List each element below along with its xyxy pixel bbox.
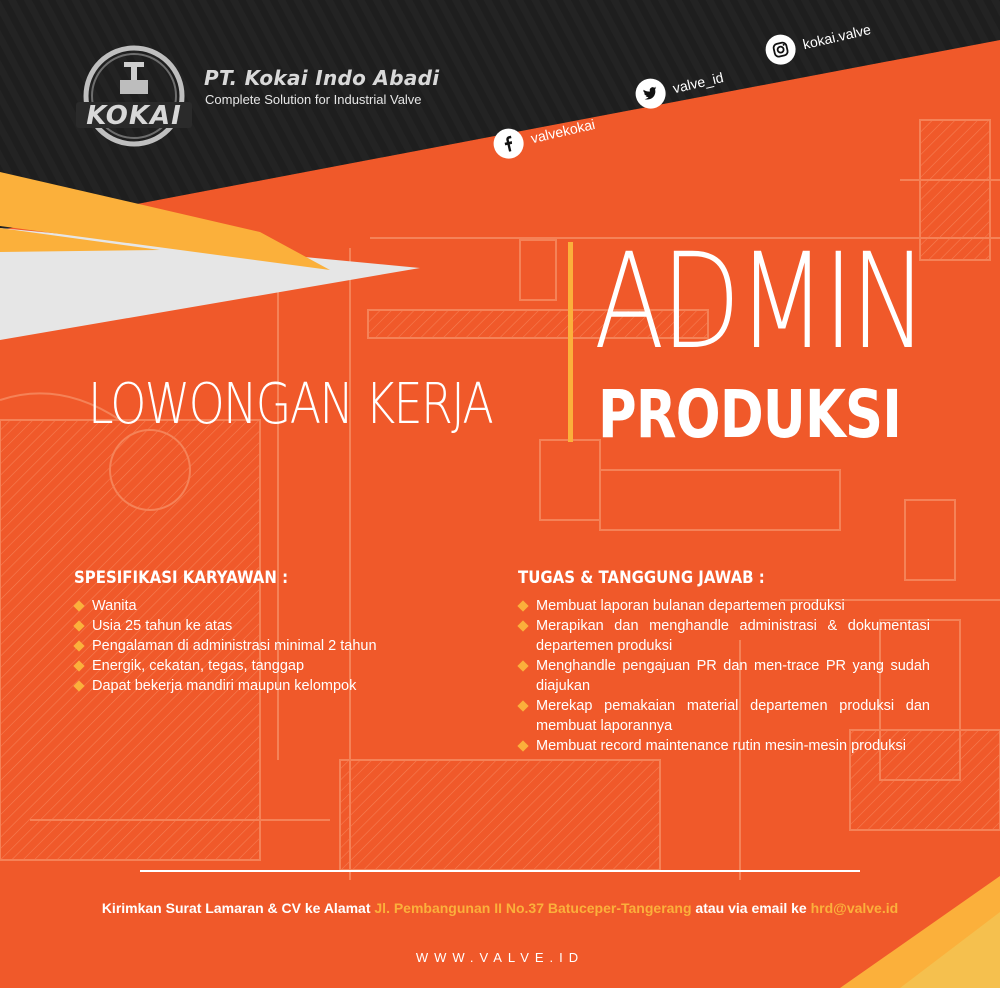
application-instructions <box>100 898 900 919</box>
kokai-logo <box>72 42 196 150</box>
list-item: Wanita <box>74 596 444 616</box>
website-link[interactable]: WWW.VALVE.ID <box>415 950 585 965</box>
requirements-heading: SPESIFIKASI KARYAWAN : <box>74 568 289 588</box>
responsibilities-list <box>518 596 930 756</box>
footer-text-middle: atau via email ke <box>695 900 807 916</box>
diamond-bullet-icon <box>517 620 528 631</box>
footer-divider <box>140 870 860 872</box>
facebook-handle: valvekokai <box>529 115 597 147</box>
requirements-list <box>74 596 444 696</box>
diamond-bullet-icon <box>517 700 528 711</box>
company-tagline: Complete Solution for Industrial Valve <box>205 92 422 107</box>
diamond-bullet-icon <box>73 640 84 651</box>
list-item: Menghandle pengajuan PR dan men-trace PR yang sudah diajukan <box>518 656 930 696</box>
diamond-bullet-icon <box>73 680 84 691</box>
diamond-bullet-icon <box>73 600 84 611</box>
instagram-handle: kokai.valve <box>801 21 873 53</box>
svg-text:KOKAI: KOKAI <box>86 101 182 131</box>
list-item: Pengalaman di administrasi minimal 2 tahun <box>74 636 444 656</box>
list-item: Energik, cekatan, tegas, tanggap <box>74 656 444 676</box>
job-intro: LOWONGAN KERJA <box>88 372 493 437</box>
diamond-bullet-icon <box>517 660 528 671</box>
responsibilities-heading: TUGAS & TANGGUNG JAWAB : <box>518 568 765 588</box>
headline-divider <box>568 242 573 442</box>
list-item: Membuat record maintenance rutin mesin-mesin produksi <box>518 736 930 756</box>
list-item: Merapikan dan menghandle administrasi & dokumentasi departemen produksi <box>518 616 930 656</box>
company-name: PT. Kokai Indo Abadi <box>204 66 440 90</box>
job-title-produksi: PRODUKSI <box>598 376 902 453</box>
job-title-admin: ADMIN <box>594 225 925 379</box>
requirements-section <box>74 568 444 696</box>
list-item: Dapat bekerja mandiri maupun kelompok <box>74 676 444 696</box>
diamond-bullet-icon <box>517 600 528 611</box>
diamond-bullet-icon <box>517 740 528 751</box>
diamond-bullet-icon <box>73 660 84 671</box>
list-item: Membuat laporan bulanan departemen produksi <box>518 596 930 616</box>
diamond-bullet-icon <box>73 620 84 631</box>
responsibilities-section <box>518 568 930 756</box>
list-item: Usia 25 tahun ke atas <box>74 616 444 636</box>
email-link[interactable]: hrd@valve.id <box>810 900 899 916</box>
list-item: Merekap pemakaian material departemen produksi dan membuat laporannya <box>518 696 930 736</box>
address: Jl. Pembangunan II No.37 Batuceper-Tangerang <box>374 900 692 916</box>
twitter-handle: valve_id <box>671 69 725 97</box>
footer-text-before: Kirimkan Surat Lamaran & CV ke Alamat <box>101 900 371 916</box>
